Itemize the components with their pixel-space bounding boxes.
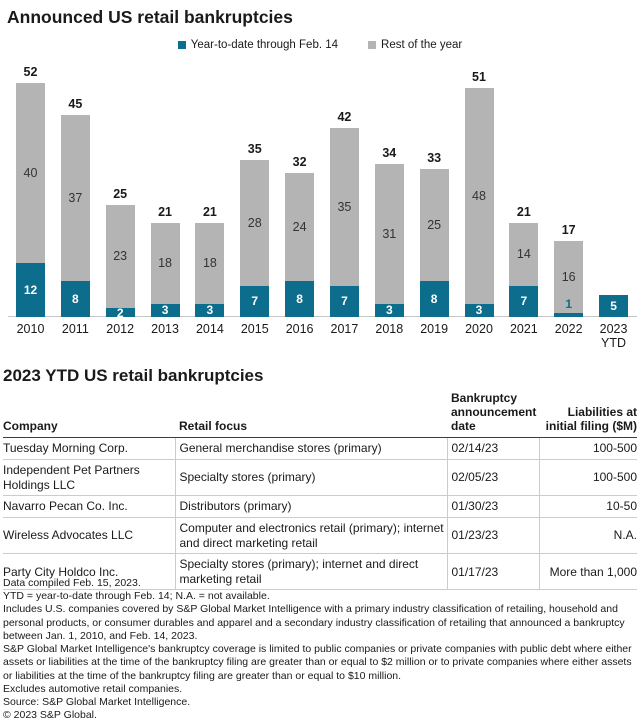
bar-segment-rest-label: 16 [561,269,576,284]
table-row [3,517,637,553]
bar-segment-rest [509,223,538,286]
bar-segment-rest-label: 24 [292,220,307,234]
bar-total-label: 21 [516,204,531,219]
table-cell: 02/14/23 [447,438,539,460]
bar-group-2012 [106,186,135,336]
bar-total-label: 42 [337,110,352,124]
bar-segment-ytd-label: 7 [520,294,528,309]
table-cell: 01/23/23 [447,517,539,553]
bar-segment-ytd [554,296,583,318]
legend-label: Year-to-date through Feb. 14 [190,39,339,51]
x-axis-label: 2020 [465,322,493,336]
table-cell: 100-500 [539,460,637,496]
bar-segment-rest-label: 25 [427,217,442,232]
table-title: 2023 YTD US retail bankruptcies [3,366,264,385]
column-header: Bankruptcy announcement date [447,391,539,438]
bar-segment-rest-label: 35 [337,199,352,214]
legend-label: Rest of the year [381,39,463,51]
x-axis-label: 2012 [106,322,135,336]
x-axis-label: 2017 [330,322,359,336]
table-cell: 01/17/23 [447,554,539,590]
table-cell: Specialty stores (primary); internet and direct marketing retail [175,554,447,590]
bar-segment-ytd [61,281,90,317]
bar-group-2020 [465,69,494,336]
bar-segment-ytd-label: 7 [251,294,259,309]
table-cell: 100-500 [539,438,637,460]
bankruptcies-table [3,391,637,590]
bar-segment-rest [375,164,404,304]
footnote-line: Includes U.S. companies covered by S&P Global Market Intelligence with a primary industry classification of retailing, household and personal products, or consumer durables and apparel and a secondary industry classification of retailing that announced a bankruptcy between Jan. 1, 2010, and Feb. 14, 2023. [3,603,625,642]
table-cell: General merchandise stores (primary) [175,438,447,460]
table-cell: Distributors (primary) [175,496,447,518]
bar-group-2021 [509,204,538,336]
table-cell: Independent Pet Partners Holdings LLC [3,460,175,496]
bar-total-label: 32 [292,155,307,169]
bar-group-2014 [195,204,224,336]
bar-segment-ytd-label: 5 [610,298,617,313]
bar-group-2016 [285,155,314,336]
bar-segment-ytd-label: 3 [161,303,169,318]
bar-total-label: 33 [427,150,442,165]
footnote-line: Excludes automotive retail companies. [3,682,183,695]
bar-total-label: 45 [68,96,83,111]
bar-total-label: 21 [202,204,217,219]
bar-total-label: 34 [382,146,397,160]
column-header: Retail focus [175,391,447,438]
column-header: Company [3,391,175,438]
bar-segment-rest-label: 18 [202,256,217,270]
stacked-bar-chart [0,0,640,352]
bar-total-label: 35 [247,141,262,156]
table-cell: 10-50 [539,496,637,518]
bar-total-label: 17 [561,222,576,237]
x-axis-label: 2016 [285,322,314,336]
x-axis-label: 2013 [151,322,179,336]
bar-group-2015 [240,141,269,336]
bar-segment-ytd [106,305,135,320]
table-cell: More than 1,000 [539,554,637,590]
table-cell: Computer and electronics retail (primary); internet and direct marketing retail [175,517,447,553]
table-row [3,460,637,496]
bar-segment-ytd [195,304,224,318]
chart-title: Announced US retail bankruptcies [7,7,293,27]
bar-segment-rest-label: 37 [68,190,83,205]
footnote-line: S&P Global Market Intelligence's bankruptcy coverage is limited to public companies or private companies with public debt where either assets or liabilities at the time of the bankruptcy filing are greater than or equal to $2 million or to private companies where either assets or liabilities at the time of the bankruptcy filing are greater than or equal to $10 million. [3,643,632,682]
table-cell: Tuesday Morning Corp. [3,438,175,460]
bar-segment-ytd-label: 8 [296,292,303,306]
bar-segment-rest-label: 28 [247,215,262,230]
bar-segment-ytd [420,281,449,317]
bar-segment-ytd-label: 3 [475,303,483,318]
footnote-line: Source: S&P Global Market Intelligence. [3,695,191,708]
x-axis-label: 2014 [195,322,224,336]
table-header-row [3,391,637,438]
table-cell: 01/30/23 [447,496,539,518]
bar-segment-rest [285,173,314,281]
bar-segment-ytd [16,263,45,317]
bar-segment-ytd-label: 3 [385,303,393,318]
x-axis-label: 2011 [61,322,89,336]
table-cell: Navarro Pecan Co. Inc. [3,496,175,518]
bar-segment-rest-label: 40 [23,166,38,180]
bar-group-2011 [61,96,90,336]
bar-segment-ytd [285,281,314,317]
bar-segment-ytd [465,304,494,318]
bar-segment-rest [330,128,359,286]
bar-segment-rest-label: 48 [472,188,486,203]
bar-total-label: 52 [23,65,38,79]
x-axis-line [8,316,637,317]
bar-segment-rest [151,223,180,304]
bar-group-2017 [330,110,359,336]
bar-group-2022 [554,222,583,336]
bar-segment-rest [106,205,135,309]
bar-segment-ytd [509,286,538,318]
bar-segment-rest [465,88,494,304]
column-header: Liabilities at initial filing ($M) [539,391,637,438]
bar-segment-ytd [240,286,269,318]
bar-segment-ytd-label: 1 [565,296,573,311]
bar-group-2018 [375,146,404,336]
bar-segment-rest [61,115,90,282]
bar-segment-ytd-label: 8 [430,292,438,306]
bar-segment-rest-label: 14 [516,247,531,261]
bar-total-label: 21 [158,204,172,219]
bar-segment-ytd [151,304,180,318]
bar-segment-rest-label: 31 [382,226,397,241]
table-row [3,496,637,518]
bar-group-2013 [151,204,180,336]
bar-segment-ytd-label: 12 [23,283,38,297]
table-cell: 02/05/23 [447,460,539,496]
bar-total-label: 25 [113,186,128,201]
x-axis-label: 2018 [375,322,404,336]
bar-segment-ytd [375,304,404,318]
bar-segment-rest [240,160,269,286]
bar-segment-ytd-label: 3 [206,303,214,318]
footnote-line: YTD = year-to-date through Feb. 14; N.A. = not available. [3,590,270,603]
x-axis-label: 2015 [240,322,269,336]
bar-segment-rest [420,169,449,282]
bar-segment-rest [16,83,45,263]
footnote-line: Data compiled Feb. 15, 2023. [3,577,141,589]
bar-total-label: 51 [472,69,486,84]
x-axis-label: 2021 [509,322,538,336]
bar-segment-ytd-label: 8 [72,292,79,306]
x-axis-label: 2022 [554,322,583,336]
table-cell: Party City Holdco Inc. [3,554,175,590]
bar-group-2019 [420,150,449,336]
bar-segment-ytd [599,295,628,318]
footnotes [3,577,637,722]
bar-segment-rest-label: 18 [158,256,172,270]
bar-group-2010 [16,65,45,336]
bar-segment-ytd-label: 2 [116,305,124,320]
table-row [3,438,637,460]
table-cell: N.A. [539,517,637,553]
bar-segment-ytd-label: 7 [341,294,348,309]
table-cell: Specialty stores (primary) [175,460,447,496]
footnote-line: © 2023 S&P Global. [3,709,97,722]
table-body [3,438,637,590]
x-axis-label: 2019 [420,322,449,336]
bar-group-2023-ytd [599,295,628,350]
bar-segment-rest [195,223,224,304]
bar-segment-rest-label: 23 [113,249,128,264]
x-axis-label: 2023 YTD [599,322,628,350]
bar-segment-ytd [330,286,359,318]
table-cell: Wireless Advocates LLC [3,517,175,553]
x-axis-label: 2010 [16,322,45,336]
